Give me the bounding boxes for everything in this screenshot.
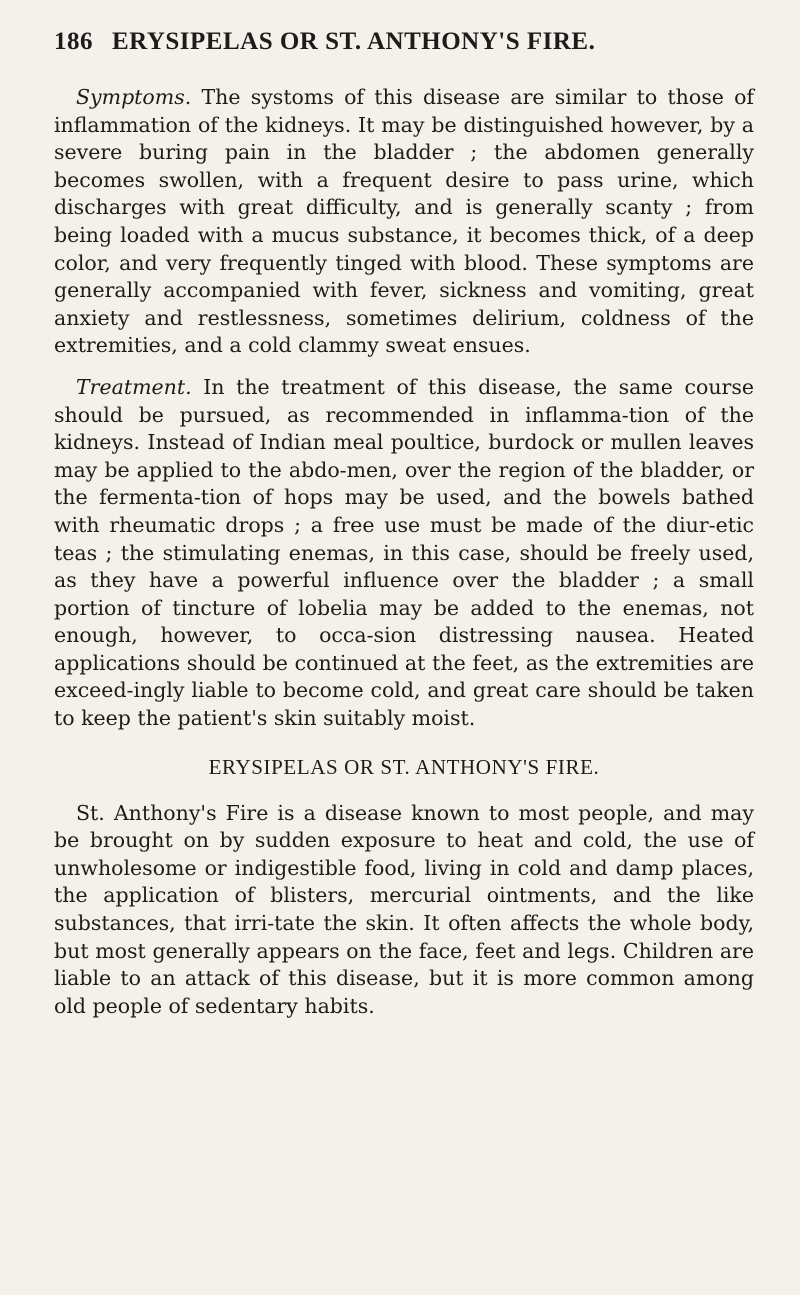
- running-head: [54, 28, 754, 56]
- treatment-lead: Treatment.: [76, 374, 192, 399]
- symptoms-paragraph: [54, 84, 754, 360]
- section-heading: ERYSIPELAS OR ST. ANTHONY'S FIRE.: [208, 754, 600, 779]
- treatment-text: In the treatment of this disease, the same course should be pursued, as recommended in inflamma-tion of the kidneys. Instead of Indian meal poultice, burdock or mullen leaves may be applied to the abdo-men, over the region of the bladder, or the fermenta-tion of hops may be used, and the bowels bathed with rheumatic drops ; a free use must be made of the diur-etic teas ; the stimulating enemas, in this case, should be freely used, as they have a powerful influence over the bladder ; a small portion of tincture of lobelia may be added to the enemas, not enough, however, to occa-sion distressing nausea. Heated applications should be continued at the feet, as the extremities are exceed-ingly liable to become cold, and great care should be taken to keep the patient's skin suitably moist.: [54, 374, 754, 731]
- symptoms-lead: Symptoms.: [76, 85, 192, 109]
- symptoms-text: The systoms of this disease are similar to those of inflammation of the kidneys. It may be distinguished however, by a severe buring pain in the bladder ; the abdomen generally becomes swollen, with a frequent desire to pass urine, which discharges with great difficulty, and is generally scanty ; from being loaded with a mucus substance, it becomes thick, of a deep color, and very frequently tinged with blood. These symptoms are generally accompanied with fever, sickness and vomiting, great anxiety and restlessness, sometimes delirium, coldness of the extremities, and a cold clammy sweat ensues.: [54, 85, 754, 358]
- erysipelas-paragraph: St. Anthony's Fire is a disease known to most people, and may be brought on by sudden exposure to heat and cold, the use of unwholesome or indigestible food, living in cold and damp places, the application of blisters, mercurial ointments, and the like substances, that irri-tate the skin. It often affects the whole body, but most generally appears on the face, feet and legs. Children are liable to an attack of this disease, but it is more common among old people of sedentary habits.: [54, 800, 754, 1018]
- treatment-paragraph: [54, 374, 754, 733]
- running-title: ERYSIPELAS OR ST. ANTHONY'S FIRE.: [112, 28, 596, 55]
- page-number: 186: [54, 28, 93, 55]
- book-page: [54, 28, 754, 1020]
